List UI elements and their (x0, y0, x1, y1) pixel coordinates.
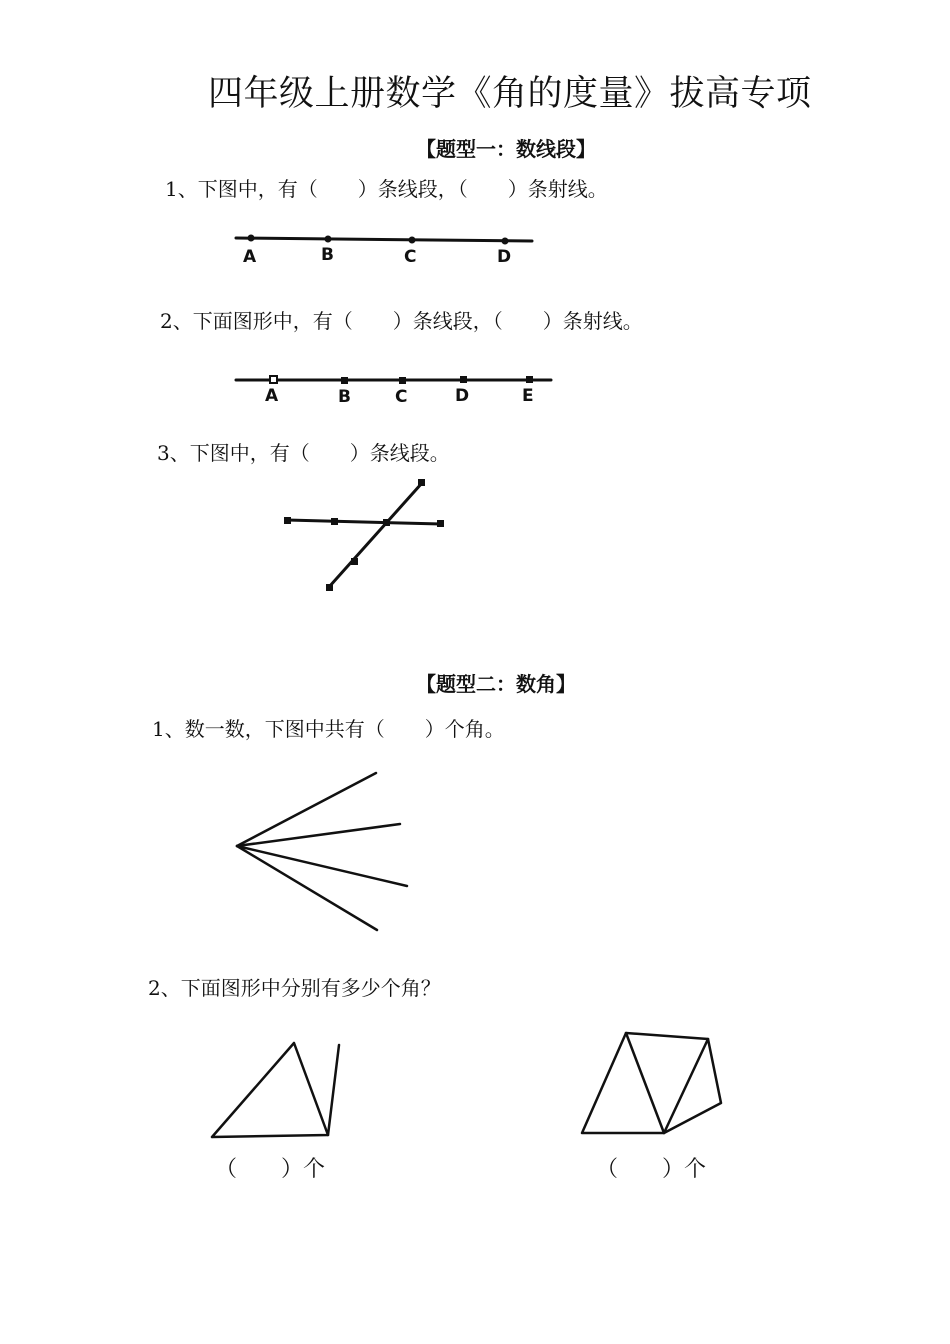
inner-line (664, 1039, 708, 1133)
label-point-b: B (338, 387, 351, 407)
page-title: 四年级上册数学《角的度量》拔高专项 (208, 74, 812, 114)
dot (383, 519, 390, 526)
figure-shape-left (212, 1043, 339, 1137)
line-abcd (236, 238, 532, 241)
figure-shape-right (582, 1033, 721, 1133)
figure-rays-angles (237, 773, 407, 930)
ray (237, 773, 376, 846)
point-e (526, 376, 533, 383)
triangle (212, 1043, 328, 1137)
question-1-2: 2、下面图形中，有（ ）条线段，（ ）条射线。 (160, 309, 643, 333)
point-b (341, 377, 348, 384)
section-heading-1: 【题型一：数线段】 (416, 137, 596, 161)
dot (437, 520, 444, 527)
figure-crossing-segments (284, 479, 444, 591)
horizontal-segment (287, 520, 441, 524)
diagonal-segment (329, 483, 422, 587)
label-point-d: D (455, 386, 470, 406)
label-point-b: B (321, 245, 334, 265)
figure-line-abcde (236, 376, 551, 407)
point-c (399, 377, 406, 384)
ray (237, 846, 407, 886)
answer-blank-right: （ ）个 (596, 1157, 707, 1182)
point-a (248, 235, 255, 242)
section-heading-2: 【题型二：数角】 (416, 672, 576, 696)
question-1-1: 1、下图中，有（ ）条线段，（ ）条射线。 (165, 177, 608, 201)
dot (418, 479, 425, 486)
dot (326, 584, 333, 591)
point-b (325, 236, 332, 243)
point-c (409, 237, 416, 244)
label-point-c: C (404, 247, 417, 267)
extra-side (328, 1045, 339, 1135)
dot (331, 518, 338, 525)
point-d (502, 238, 509, 245)
point-d (460, 376, 467, 383)
point-a (270, 376, 277, 383)
question-2-1: 1、数一数，下图中共有（ ）个角。 (152, 717, 505, 741)
question-2-2: 2、下面图形中分别有多少个角？ (148, 976, 441, 1000)
dot (351, 558, 358, 565)
label-point-a: A (243, 247, 257, 267)
dot (284, 517, 291, 524)
label-point-c: C (395, 387, 408, 407)
label-point-e: E (522, 386, 534, 406)
inner-line (626, 1033, 664, 1133)
answer-blank-left: （ ）个 (215, 1157, 326, 1182)
figure-line-abcd (236, 235, 532, 268)
ray (237, 846, 377, 930)
outer-shape (582, 1033, 721, 1133)
label-point-a: A (265, 386, 279, 406)
question-1-3: 3、下图中，有（ ）条线段。 (157, 441, 450, 465)
ray (237, 824, 400, 846)
label-point-d: D (497, 247, 512, 267)
